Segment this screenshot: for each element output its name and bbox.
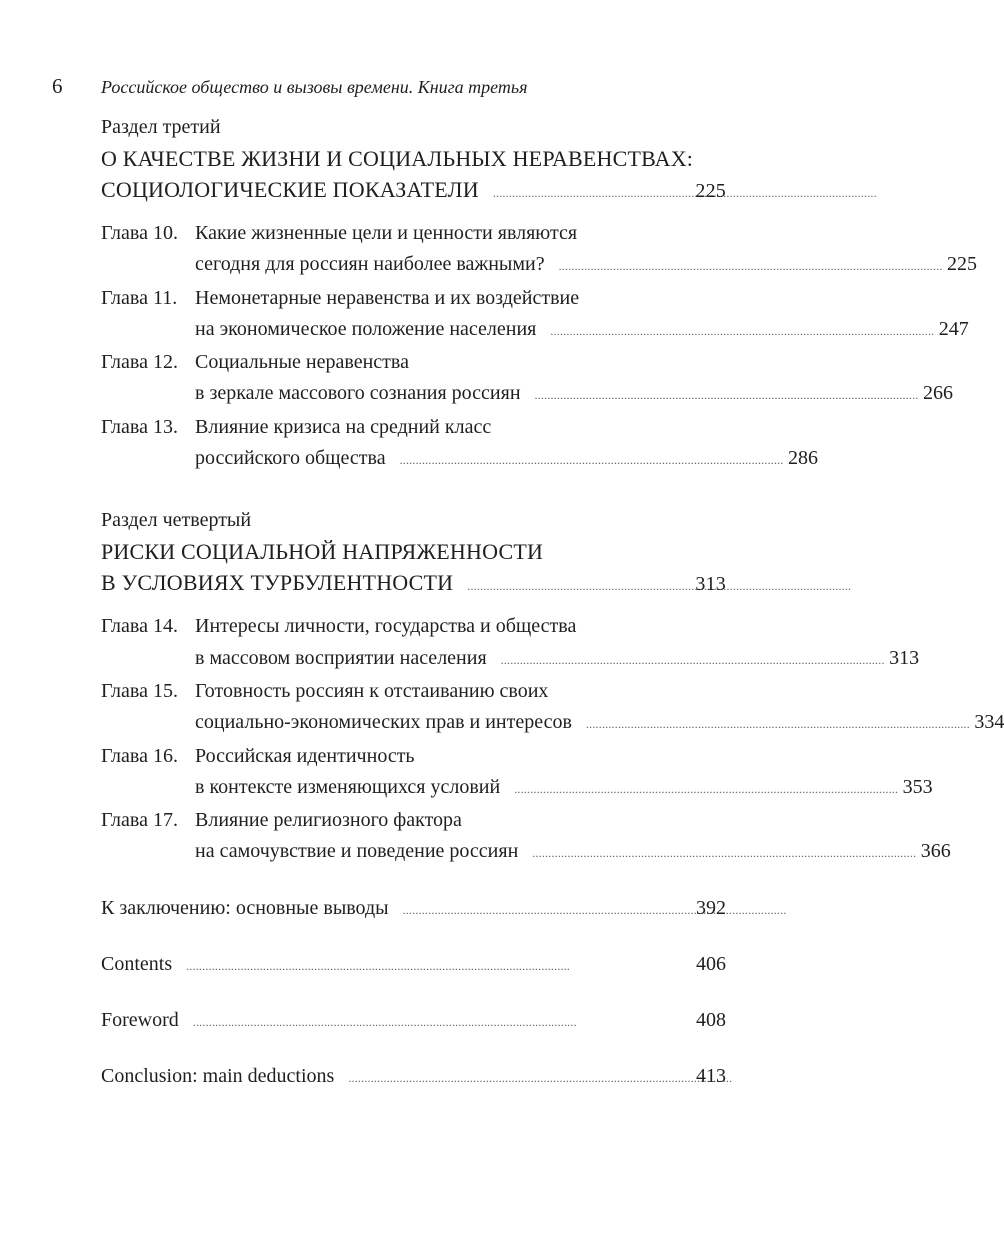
chapter-label: Глава 13. <box>101 415 178 438</box>
entry-title: Foreword <box>101 1008 179 1031</box>
page-ref: 225 <box>947 253 978 276</box>
chapter-title: Влияние религиозного фактора <box>195 809 462 832</box>
section-title-line: О КАЧЕСТВЕ ЖИЗНИ И СОЦИАЛЬНЫХ НЕРАВЕНСТВАХ: <box>101 146 694 171</box>
section-title-entry[interactable] <box>101 174 726 205</box>
section-title-entry[interactable] <box>101 567 726 598</box>
dot-leader <box>193 1007 690 1038</box>
toc-chapter-12[interactable] <box>101 347 953 412</box>
section-title-line: СОЦИОЛОГИЧЕСКИЕ ПОКАЗАТЕЛИ <box>101 177 479 202</box>
toc-chapter-14[interactable] <box>101 611 920 676</box>
chapter-label: Глава 16. <box>101 744 178 767</box>
chapter-title: Немонетарные неравенства и их воздействие <box>195 286 580 309</box>
page-ref: 392 <box>696 896 726 919</box>
dot-leader <box>559 251 941 282</box>
dot-leader <box>501 645 883 676</box>
dot-leader <box>348 1063 690 1094</box>
toc-chapter-11[interactable] <box>101 283 969 348</box>
toc-chapter-10[interactable] <box>101 218 978 283</box>
page-ref: 247 <box>938 317 969 340</box>
toc-section-4 <box>101 505 1004 869</box>
chapter-title-cont: в массовом восприятии населения <box>195 646 487 669</box>
chapter-title: Готовность россиян к отстаиванию своих <box>195 679 549 702</box>
dot-leader <box>514 774 896 805</box>
page-ref: 366 <box>920 840 951 863</box>
chapter-title: Какие жизненные цели и ценности являются <box>195 222 578 244</box>
chapter-label: Глава 15. <box>101 679 178 702</box>
chapter-title: Российская идентичность <box>195 744 415 767</box>
entry-title: К заключению: основные выводы <box>101 896 389 919</box>
page-ref: 406 <box>696 952 726 975</box>
running-head <box>52 74 732 104</box>
toc-chapter-17[interactable] <box>101 805 951 870</box>
page-ref: 334 <box>974 711 1004 734</box>
running-title: Российское общество и вызовы времени. Книга третья <box>101 77 528 97</box>
page-ref: 225 <box>695 180 726 202</box>
chapter-title-cont: сегодня для россиян наиболее важными? <box>195 253 545 276</box>
section-label: Раздел четвертый <box>101 509 252 532</box>
dot-leader <box>535 380 917 411</box>
section-label: Раздел третий <box>101 116 221 138</box>
chapter-label: Глава 10. <box>101 222 178 244</box>
chapter-title-cont: в зеркале массового сознания россиян <box>195 382 521 405</box>
section-title-line: РИСКИ СОЦИАЛЬНОЙ НАПРЯЖЕННОСТИ <box>101 539 544 565</box>
section-title-line: В УСЛОВИЯХ ТУРБУЛЕНТНОСТИ <box>101 570 454 596</box>
chapter-title-cont: на самочувствие и поведение россиян <box>195 840 519 863</box>
dot-leader <box>186 951 690 982</box>
dot-leader <box>467 571 689 602</box>
page-ref: 313 <box>889 646 920 669</box>
toc-chapter-15[interactable] <box>101 676 1004 741</box>
chapter-title: Социальные неравенства <box>195 351 409 374</box>
dot-leader <box>586 709 968 740</box>
page-ref: 286 <box>787 447 818 470</box>
chapter-title-cont: российского общества <box>195 447 386 470</box>
chapter-label: Глава 11. <box>101 286 178 309</box>
dot-leader <box>403 895 690 926</box>
chapter-label: Глава 12. <box>101 351 178 374</box>
dot-leader <box>493 178 690 209</box>
toc-conclusion[interactable] <box>101 893 726 926</box>
chapter-title: Интересы личности, государства и общества <box>195 615 577 638</box>
toc-chapter-16[interactable] <box>101 741 933 806</box>
toc-chapter-13[interactable] <box>101 412 818 477</box>
dot-leader <box>550 316 932 347</box>
dot-leader <box>400 445 782 476</box>
page-ref: 408 <box>696 1008 726 1031</box>
page-ref: 353 <box>902 775 933 798</box>
dot-leader <box>532 838 914 869</box>
toc-contents-en[interactable] <box>101 949 726 982</box>
toc-foreword-en[interactable] <box>101 1005 726 1038</box>
page-ref: 313 <box>695 573 726 596</box>
chapter-title-cont: на экономическое положение населения <box>195 317 537 340</box>
page-ref: 266 <box>922 382 953 405</box>
chapter-title-cont: в контексте изменяющихся условий <box>195 775 501 798</box>
entry-title: Conclusion: main deductions <box>101 1064 335 1087</box>
chapter-label: Глава 14. <box>101 615 178 638</box>
chapter-label: Глава 17. <box>101 809 178 832</box>
entry-title: Contents <box>101 952 173 975</box>
table-of-contents <box>101 112 1004 1094</box>
toc-conclusion-en[interactable] <box>101 1061 726 1094</box>
chapter-title: Влияние кризиса на средний класс <box>195 415 492 438</box>
chapter-title-cont: социально-экономических прав и интересов <box>195 711 572 734</box>
page-number: 6 <box>52 74 63 98</box>
toc-section-3 <box>101 112 978 476</box>
page-ref: 413 <box>696 1064 726 1087</box>
